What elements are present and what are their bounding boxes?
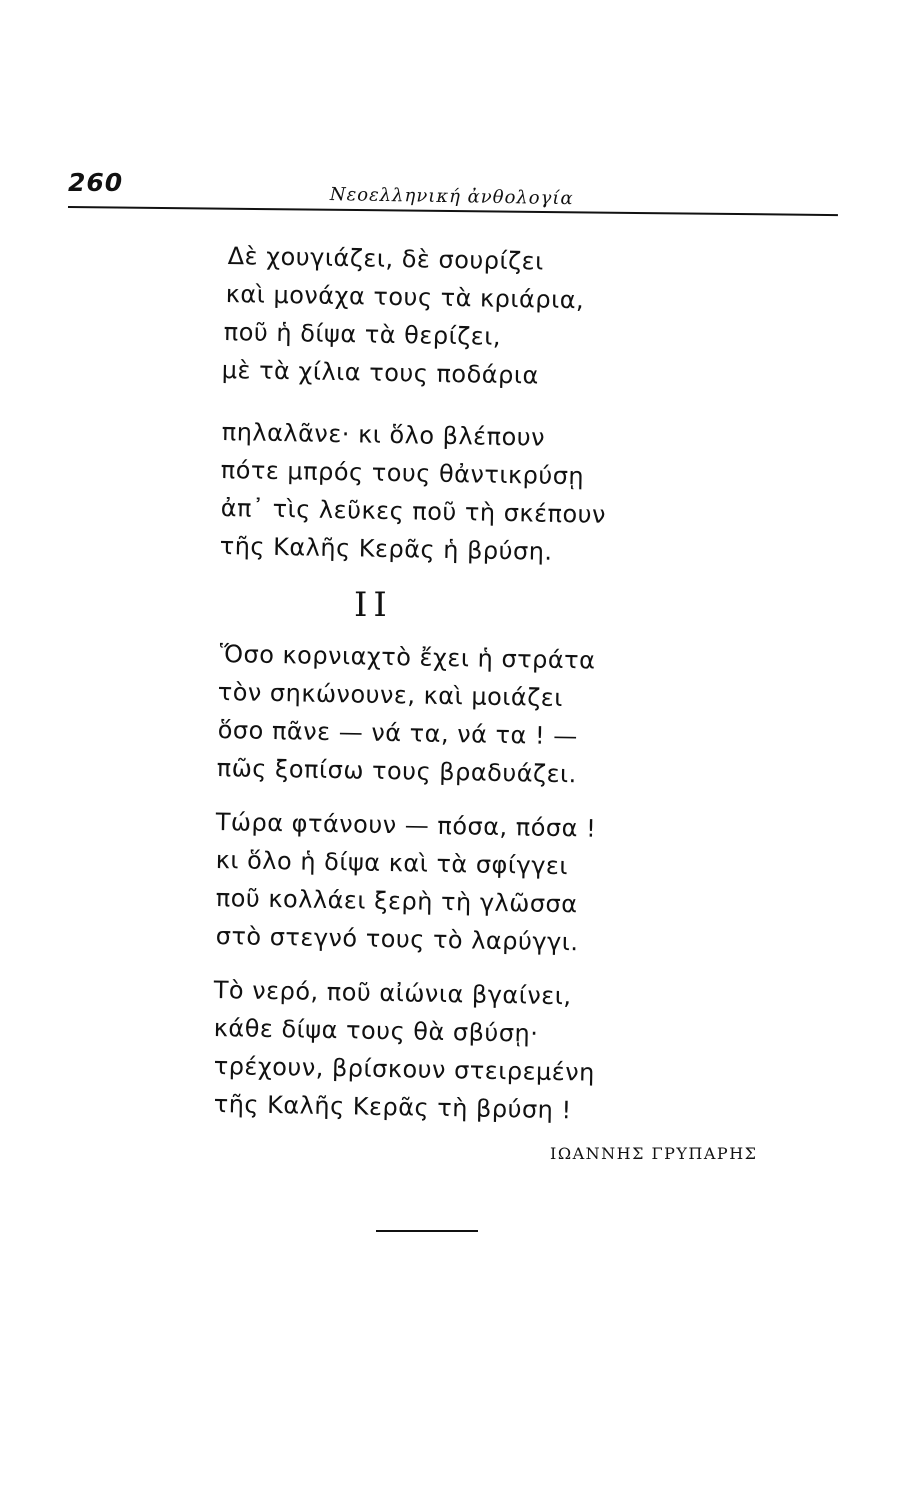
poem-line: τῆς Καλῆς Κερᾶς ἡ βρύση. <box>219 532 553 566</box>
poem-line: Ὅσο κορνιαχτὸ ἔχει ἡ στράτα <box>219 640 596 675</box>
poem-line: τρέχουν, βρίσκουν στειρεμένη <box>213 1052 596 1087</box>
running-head: Νεοελληνική ἀνθολογία <box>329 184 574 210</box>
section-numeral: II <box>354 585 393 625</box>
poem-line: ὅσο πᾶνε — νά τα, νά τα ! — <box>217 716 578 751</box>
poem-line: στὸ στεγνό τους τὸ λαρύγγι. <box>215 922 579 957</box>
poem-line: κι ὅλο ἡ δίψα καὶ τὰ σφίγγει <box>215 846 569 881</box>
poem-line: μὲ τὰ χίλια τους ποδάρια <box>221 356 540 390</box>
poem-line: καὶ μονάχα τους τὰ κριάρια, <box>225 280 585 315</box>
poem-line: πηλαλᾶνε· κι ὅλο βλέπουν <box>221 418 546 452</box>
poem-line: κάθε δίψα τους θὰ σβύσῃ· <box>213 1014 539 1048</box>
poem-line: τὸν σηκώνουνε, καὶ μοιάζει <box>217 678 564 713</box>
header-rule <box>68 206 838 216</box>
poem-line: Τὸ νερό, ποῦ αἰώνια βγαίνει, <box>213 976 572 1011</box>
poem-line: Δὲ χουγιάζει, δὲ σουρίζει <box>227 242 545 276</box>
poem-line: πότε μπρός τους θἀντικρύσῃ <box>220 456 585 491</box>
poem-line: ἀπ᾽ τὶς λεῦκες ποῦ τὴ σκέπουν <box>220 494 607 529</box>
poem-line: ποῦ κολλάει ξερὴ τὴ γλῶσσα <box>215 884 578 919</box>
poem-line: ποῦ ἡ δίψα τὰ θερίζει, <box>223 318 502 351</box>
poem-line: πῶς ξοπίσω τους βραδυάζει. <box>216 754 578 789</box>
end-rule <box>376 1230 478 1232</box>
page-number: 260 <box>68 168 124 197</box>
author-signature: ΙΩΑΝΝΗΣ ΓΡΥΠΑΡΗΣ <box>550 1144 758 1163</box>
poem-line: τῆς Καλῆς Κερᾶς τὴ βρύση ! <box>213 1090 572 1125</box>
poem-line: Τώρα φτάνουν — πόσα, πόσα ! <box>215 808 597 843</box>
